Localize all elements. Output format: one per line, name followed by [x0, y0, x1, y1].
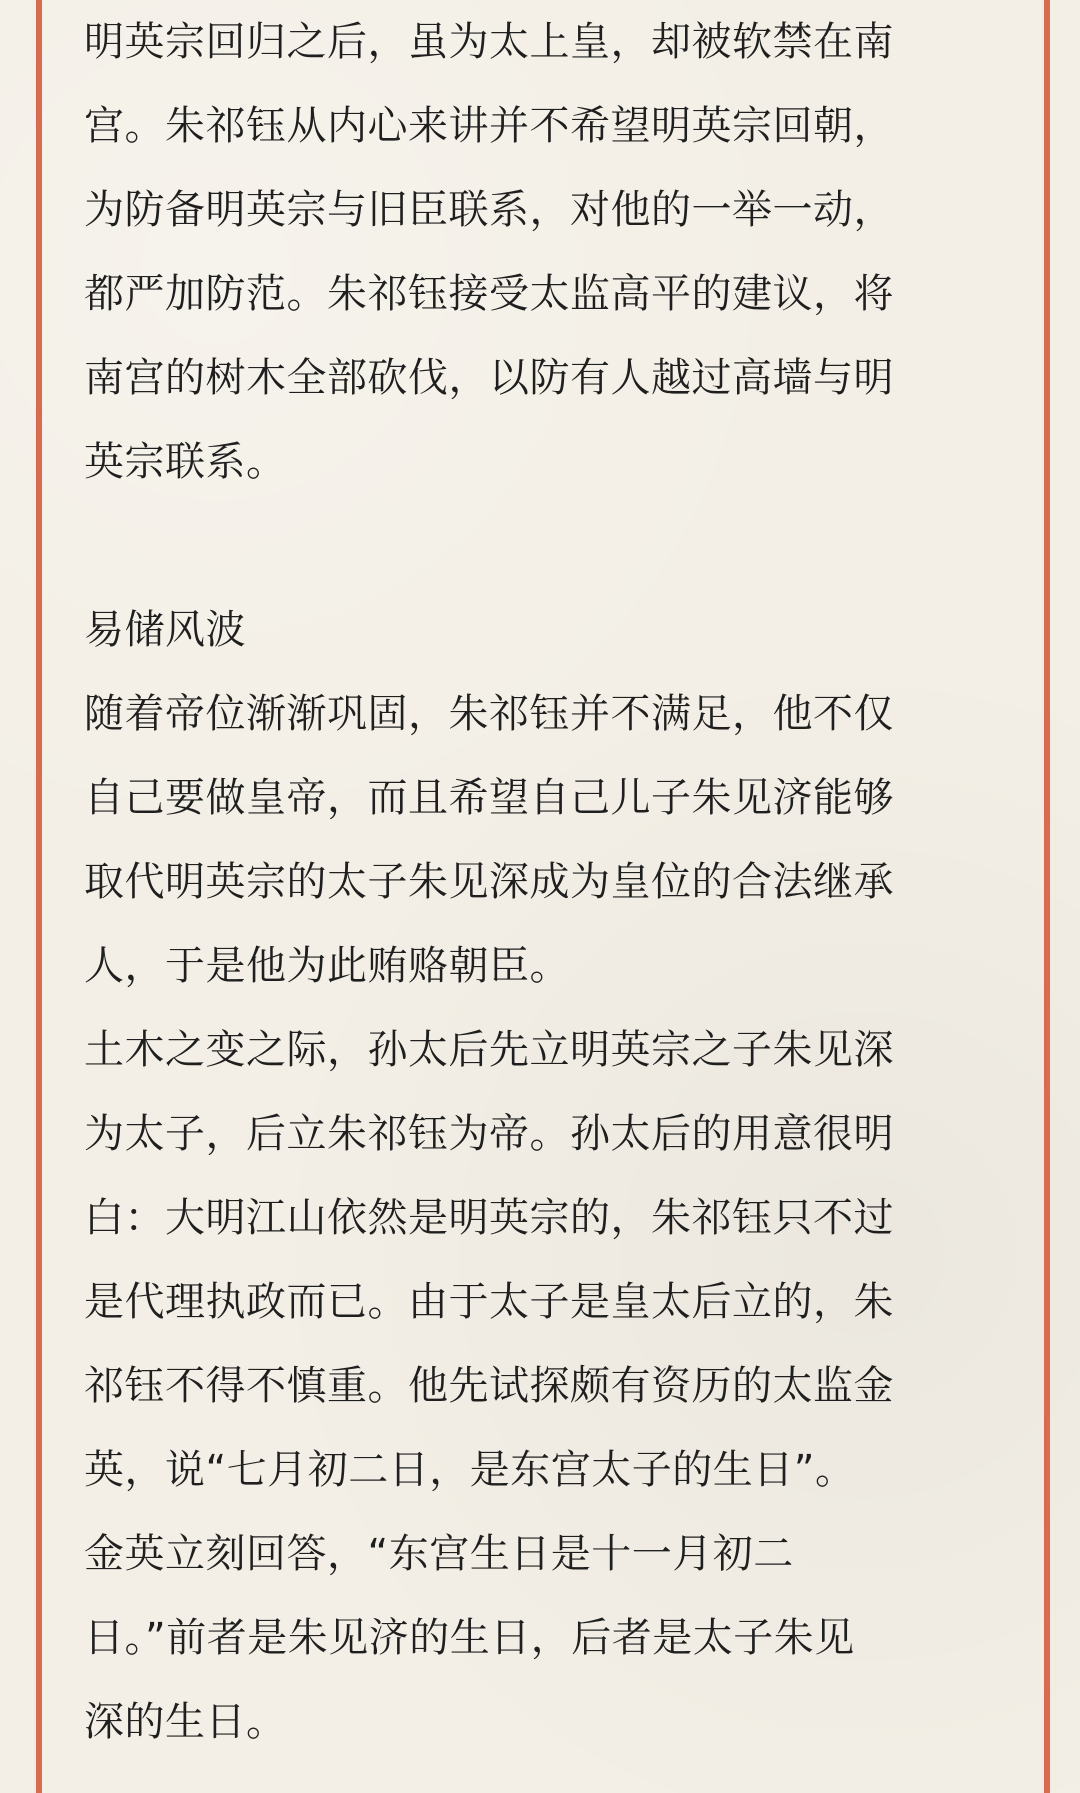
text-line: 白：大明江山依然是明英宗的，朱祁钰只不过	[84, 1195, 894, 1241]
text-line: 深的生日。	[84, 1699, 287, 1745]
text-line: 人，于是他为此贿赂朝臣。	[84, 943, 570, 989]
paragraph-1	[84, 0, 984, 504]
text-line: 英宗联系。	[84, 439, 287, 485]
text-line: 为太子，后立朱祁钰为帝。孙太后的用意很明	[84, 1111, 894, 1157]
text-line: 取代明英宗的太子朱见深成为皇位的合法继承	[84, 859, 894, 905]
left-border-line	[36, 0, 42, 1793]
text-line: 是代理执政而已。由于太子是皇太后立的，朱	[84, 1279, 894, 1325]
text-line: 南宫的树木全部砍伐，以防有人越过高墙与明	[84, 355, 894, 401]
paragraph-2	[84, 672, 984, 1008]
right-border-line	[1044, 0, 1050, 1793]
paragraph-3	[84, 1008, 984, 1764]
text-line: 都严加防范。朱祁钰接受太监高平的建议，将	[84, 271, 894, 317]
text-line: 祁钰不得不慎重。他先试探颇有资历的太监金	[84, 1363, 894, 1409]
text-line: 为防备明英宗与旧臣联系，对他的一举一动，	[84, 187, 894, 233]
text-line: 宫。朱祁钰从内心来讲并不希望明英宗回朝，	[84, 103, 894, 149]
text-line: 明英宗回归之后，虽为太上皇，却被软禁在南	[84, 19, 894, 65]
text-line: 土木之变之际，孙太后先立明英宗之子朱见深	[84, 1027, 894, 1073]
paragraph-gap	[84, 504, 984, 588]
section-heading-text: 易储风波	[84, 607, 246, 653]
text-line: 金英立刻回答，“东宫生日是十一月初二	[84, 1531, 794, 1577]
text-line: 日。”前者是朱见济的生日，后者是太子朱见	[84, 1615, 855, 1661]
text-line: 英，说“七月初二日，是东宫太子的生日”。	[84, 1447, 856, 1493]
text-line: 随着帝位渐渐巩固，朱祁钰并不满足，他不仅	[84, 691, 894, 737]
section-heading	[84, 588, 984, 672]
article-body	[84, 0, 984, 1764]
text-line: 自己要做皇帝，而且希望自己儿子朱见济能够	[84, 775, 894, 821]
